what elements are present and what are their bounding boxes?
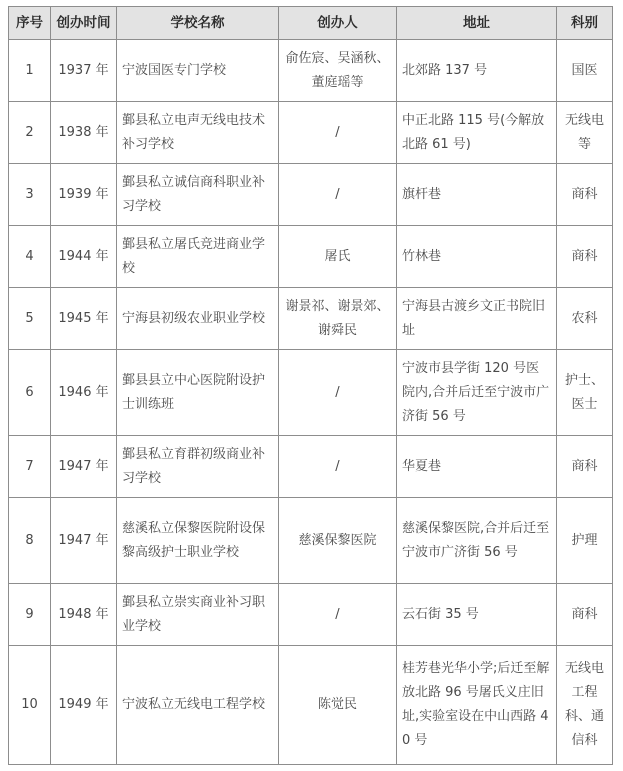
table-body (9, 40, 613, 765)
table-row (9, 350, 613, 436)
cell-year: 1947 年 (51, 436, 117, 498)
cell-subject: 商科 (557, 226, 613, 288)
cell-school: 宁海县初级农业职业学校 (117, 288, 279, 350)
cell-founder: 陈觉民 (279, 646, 397, 765)
cell-school: 宁波私立无线电工程学校 (117, 646, 279, 765)
table-row (9, 288, 613, 350)
cell-subject: 护理 (557, 498, 613, 584)
cell-address: 中正北路 115 号(今解放北路 61 号) (397, 102, 557, 164)
table-row (9, 164, 613, 226)
table-row (9, 226, 613, 288)
cell-founder: / (279, 102, 397, 164)
cell-year: 1946 年 (51, 350, 117, 436)
col-header-founder: 创办人 (279, 7, 397, 40)
header-row (9, 7, 613, 40)
cell-index: 2 (9, 102, 51, 164)
cell-subject: 商科 (557, 164, 613, 226)
cell-index: 7 (9, 436, 51, 498)
cell-address: 华夏巷 (397, 436, 557, 498)
cell-founder: 慈溪保黎医院 (279, 498, 397, 584)
cell-address: 云石街 35 号 (397, 584, 557, 646)
cell-year: 1938 年 (51, 102, 117, 164)
cell-index: 10 (9, 646, 51, 765)
cell-school: 鄞县县立中心医院附设护士训练班 (117, 350, 279, 436)
cell-founder: / (279, 436, 397, 498)
schools-table (8, 6, 613, 765)
col-header-index: 序号 (9, 7, 51, 40)
col-header-year: 创办时间 (51, 7, 117, 40)
cell-school: 鄞县私立电声无线电技术补习学校 (117, 102, 279, 164)
table-row (9, 436, 613, 498)
table-row (9, 102, 613, 164)
cell-index: 1 (9, 40, 51, 102)
cell-index: 5 (9, 288, 51, 350)
cell-address: 宁海县古渡乡文正书院旧址 (397, 288, 557, 350)
cell-founder: / (279, 350, 397, 436)
cell-address: 宁波市县学街 120 号医院内,合并后迁至宁波市广济街 56 号 (397, 350, 557, 436)
cell-address: 北郊路 137 号 (397, 40, 557, 102)
cell-school: 鄞县私立崇实商业补习职业学校 (117, 584, 279, 646)
col-header-address: 地址 (397, 7, 557, 40)
cell-year: 1945 年 (51, 288, 117, 350)
cell-index: 8 (9, 498, 51, 584)
cell-school: 宁波国医专门学校 (117, 40, 279, 102)
cell-address: 旗杆巷 (397, 164, 557, 226)
cell-school: 鄞县私立屠氏竞进商业学校 (117, 226, 279, 288)
table-row (9, 498, 613, 584)
cell-subject: 商科 (557, 436, 613, 498)
cell-index: 9 (9, 584, 51, 646)
cell-index: 3 (9, 164, 51, 226)
cell-subject: 国医 (557, 40, 613, 102)
cell-founder: 谢景祁、谢景郊、谢舜民 (279, 288, 397, 350)
cell-address: 慈溪保黎医院,合并后迁至宁波市广济街 56 号 (397, 498, 557, 584)
table-row (9, 646, 613, 765)
cell-year: 1944 年 (51, 226, 117, 288)
cell-address: 竹林巷 (397, 226, 557, 288)
cell-year: 1939 年 (51, 164, 117, 226)
cell-school: 鄞县私立育群初级商业补习学校 (117, 436, 279, 498)
cell-subject: 农科 (557, 288, 613, 350)
cell-school: 鄞县私立诚信商科职业补习学校 (117, 164, 279, 226)
cell-subject: 商科 (557, 584, 613, 646)
cell-address: 桂芳巷光华小学;后迁至解放北路 96 号屠氏义庄旧址,实验室设在中山西路 40 号 (397, 646, 557, 765)
cell-year: 1949 年 (51, 646, 117, 765)
cell-founder: 屠氏 (279, 226, 397, 288)
table-row (9, 40, 613, 102)
cell-founder: 俞佐宸、吴涵秋、董庭瑶等 (279, 40, 397, 102)
cell-year: 1937 年 (51, 40, 117, 102)
cell-subject: 无线电工程科、通信科 (557, 646, 613, 765)
cell-year: 1948 年 (51, 584, 117, 646)
cell-index: 4 (9, 226, 51, 288)
cell-subject: 无线电等 (557, 102, 613, 164)
cell-founder: / (279, 164, 397, 226)
col-header-subject: 科别 (557, 7, 613, 40)
cell-index: 6 (9, 350, 51, 436)
table-row (9, 584, 613, 646)
cell-year: 1947 年 (51, 498, 117, 584)
col-header-school: 学校名称 (117, 7, 279, 40)
cell-subject: 护士、医士 (557, 350, 613, 436)
cell-school: 慈溪私立保黎医院附设保黎高级护士职业学校 (117, 498, 279, 584)
cell-founder: / (279, 584, 397, 646)
